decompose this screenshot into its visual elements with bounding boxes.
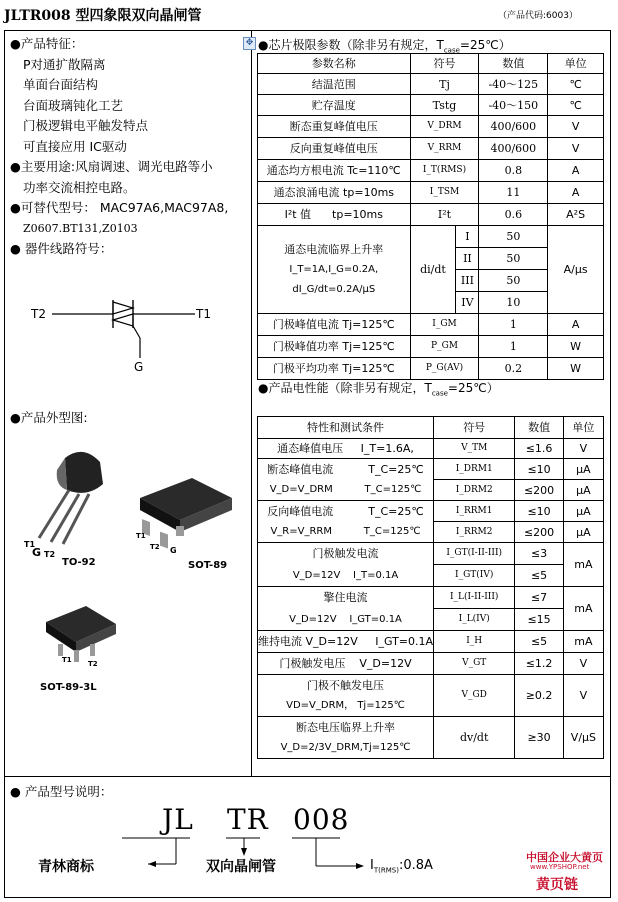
triac-symbol <box>30 296 220 376</box>
alt-models-line2: Z0607.BT131,Z0103 <box>23 221 138 235</box>
features-heading: ●产品特征： <box>10 36 84 51</box>
main-use-line2: 功率交流相控电路。 <box>23 179 136 195</box>
watermark-title: 中国企业大黄页 <box>526 851 603 864</box>
bottom-section-divider <box>4 776 610 777</box>
table-row: V_D=12V I_T=0.1A I_GT(IV) ≤5 <box>258 565 604 587</box>
sot89-3l-package-image <box>40 600 120 670</box>
sot89-3l-pin-t2: T2 <box>88 660 98 668</box>
table-row: V_D=12V I_GT=0.1A I_L(IV) ≤15 <box>258 609 604 631</box>
feature-item: 单面台面结构 <box>23 77 99 92</box>
table-row: 门极平均功率 Tj=125℃ P_G(AV) 0.2 W <box>258 358 604 380</box>
limits-header: 数值 <box>479 54 548 74</box>
sot89-pin-t2: T2 <box>150 543 160 551</box>
sot89-3l-label: SOT-89-3L <box>40 682 97 693</box>
feature-item: 台面玻璃钝化工艺 <box>23 97 124 113</box>
table-row: 断态电压临界上升率 V_D=2/3V_DRM,Tj=125℃ dv/dt ≥30 V/μS <box>258 717 604 759</box>
limits-header: 单位 <box>548 54 604 74</box>
column-divider <box>251 31 252 776</box>
model-label-triac: 双向晶闸管 <box>206 859 276 875</box>
watermark-brand: 黄页链 <box>536 877 578 893</box>
model-part-tr: TR <box>227 803 269 836</box>
table-row: V_R=V_RRM T_C=125℃ I_RRM2 ≤200 μA <box>258 522 604 543</box>
sot89-pin-g: G <box>170 546 177 555</box>
limits-header: 符号 <box>410 54 479 74</box>
page-title: JLTR008 型四象限双向晶闸管 <box>4 8 202 24</box>
move-handle-icon[interactable]: ✥ <box>243 37 256 50</box>
limits-header: 参数名称 <box>258 54 411 74</box>
packages-heading: ●产品外型图: <box>10 410 88 425</box>
table-row: 维持电流 V_D=12V I_GT=0.1A I_H ≤5 mA <box>258 631 604 653</box>
table-row: 断态重复峰值电压 V_DRM 400/600 V <box>258 116 604 138</box>
sot89-label: SOT-89 <box>188 560 228 571</box>
electrical-header: 数值 <box>515 417 563 439</box>
sot89-pin-t1: T1 <box>136 532 146 540</box>
table-row: 结温范围 Tj -40～125 ℃ <box>258 74 604 95</box>
electrical-header: 单位 <box>563 417 603 439</box>
to92-pin-t2: T2 <box>44 550 56 559</box>
didt-row: 通态电流临界上升率 I_T=1A,I_G=0.2A, dI_G/dt=0.2A/μS di/dt I II III IV 50 50 50 10 A/μs <box>258 226 604 314</box>
to92-pin-g: G <box>32 546 42 559</box>
model-label-brand: 青林商标 <box>38 859 94 875</box>
electrical-heading: ●产品电性能（除非另有规定，$T_{case}=25℃$） <box>258 381 499 398</box>
table-row: 门极不触发电压 VD=V_DRM， Tj=125℃ V_GD ≥0.2 V <box>258 675 604 717</box>
table-row: 门极触发电流 I_GT(I-II-III) ≤3 mA <box>258 543 604 565</box>
model-label-current: $I_{T(RMS)}:0.8A$ <box>370 858 433 875</box>
electrical-table <box>257 416 604 759</box>
table-row: 反向重复峰值电压 V_RRM 400/600 V <box>258 138 604 160</box>
main-use-line1: ●主要用途:风扇调速、调光电路等小 <box>10 159 213 174</box>
table-row: 反向峰值电流 T_C=25℃ I_RRM1 ≤10 μA <box>258 501 604 522</box>
table-row: 门极峰值功率 Tj=125℃ P_GM 1 W <box>258 336 604 358</box>
model-heading: ● 产品型号说明： <box>10 784 113 799</box>
model-part-jl: JL <box>162 803 194 836</box>
product-code: （产品代码:6003） <box>498 11 578 21</box>
table-row: 门极峰值电流 Tj=125℃ I_GM 1 A <box>258 314 604 336</box>
table-row: 门极触发电压 V_D=12V V_GT ≤1.2 V <box>258 653 604 675</box>
table-row: I²t 值 tp=10ms I²t 0.6 A²S <box>258 204 604 226</box>
feature-item: 门极逻辑电平触发特点 <box>23 118 149 133</box>
alt-models-line1: ●可替代型号： MAC97A6,MAC97A8, <box>10 200 229 215</box>
table-row: 擎住电流 I_L(I-II-III) ≤7 mA <box>258 587 604 609</box>
symbol-label-t2: T2 <box>31 307 46 321</box>
sot89-3l-pin-t1: T1 <box>62 656 72 664</box>
table-row: 通态峰值电压 I_T=1.6A, V_TM ≤1.6 V <box>258 439 604 459</box>
limits-table <box>257 53 604 380</box>
table-row: V_D=V_DRM T_C=125℃ I_DRM2 ≤200 μA <box>258 480 604 501</box>
symbol-label-t1: T1 <box>196 307 211 321</box>
to92-pin-t1: T1 <box>24 540 36 549</box>
table-row: 贮存温度 Tstg -40～150 ℃ <box>258 95 604 116</box>
symbol-label-g: G <box>134 360 144 374</box>
table-row: 通态均方根电流 Tc=110℃ I_T(RMS) 0.8 A <box>258 160 604 182</box>
electrical-header: 符号 <box>434 417 515 439</box>
feature-item: 可直接应用 IC驱动 <box>23 138 127 154</box>
to92-label: TO-92 <box>62 557 96 568</box>
symbol-heading: ● 器件线路符号： <box>10 241 113 256</box>
features-block <box>10 34 250 260</box>
table-row: 断态峰值电流 T_C=25℃ I_DRM1 ≤10 μA <box>258 459 604 480</box>
electrical-header: 特性和测试条件 <box>258 417 434 439</box>
feature-item: P对通扩散隔离 <box>23 56 106 72</box>
table-row: 通态浪涌电流 tp=10ms I_TSM 11 A <box>258 182 604 204</box>
watermark-url: www.YPSHOP.net <box>530 863 590 871</box>
model-part-008: 008 <box>293 803 350 836</box>
limits-heading: ●芯片极限参数（除非另有规定，$T_{case}=25℃$） <box>258 38 511 55</box>
